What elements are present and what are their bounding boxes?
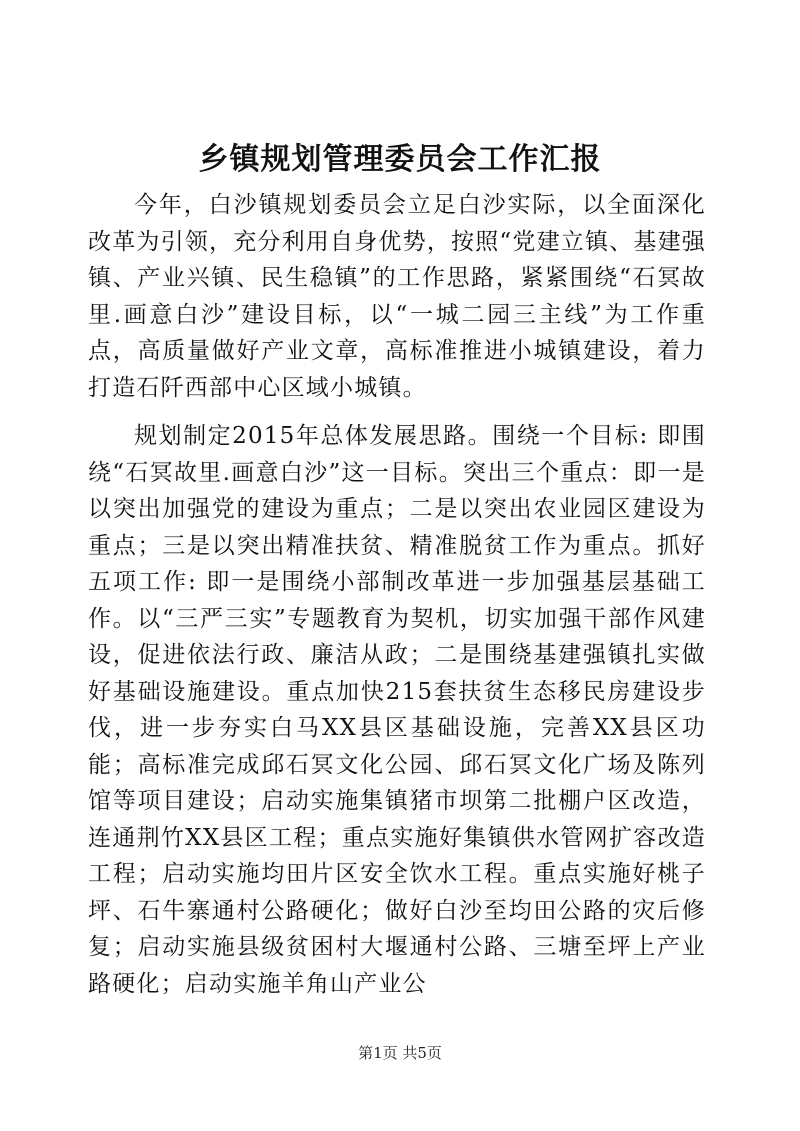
document-title: 乡镇规划管理委员会工作汇报 (198, 142, 602, 177)
paragraph-intro: 今年，白沙镇规划委员会立足白沙实际，以全面深化改革为引领，充分利用自身优势，按照“党建立镇、基建强镇、产业兴镇、民生稳镇”的工作思路，紧紧围绕“石冥故里.画意白沙”建设目标，以“一城二园三主线”为工作重点，高质量做好产业文章，高标准推进小城镇建设，着力打造石阡西部中心区域小城镇。 (88, 192, 706, 401)
paragraph-plan: 规划制定2015年总体发展思路。围绕一个目标: 即围绕“石冥故里.画意白沙”这一目标。突出三个重点：即一是以突出加强党的建设为重点；二是以突出农业园区建设为重点；三是以突出精准扶贫、精准脱贫工作为重点。抓好五项工作: 即一是围绕小部制改革进一步加强基层基础工作。以“三严三实”专题教育为契机，切实加强干部作风建设，促进依法行政、廉洁从政；二是围绕基建强镇扎实做好基础设施建设。重点加快215套扶贫生态移民房建设步伐，进一步夯实白马XX县区基础设施，完善XX县区功能；高标准完成邱石冥文化公园、邱石冥文化广场及陈列馆等项目建设；启动实施集镇猪市坝第二批棚户区改造，连通荆竹XX县区工程；重点实施好集镇供水管网扩容改造工程；启动实施均田片区安全饮水工程。重点实施好桃子坪、石牛寨通村公路硬化；做好白沙至均田公路的灾后修复；启动实施县级贫困村大堰通村公路、三塘至坪上产业路硬化；启动实施羊角山产业公 (88, 423, 706, 997)
document-body (88, 187, 706, 1008)
page-footer: 第1页 共5页 (358, 1044, 442, 1062)
